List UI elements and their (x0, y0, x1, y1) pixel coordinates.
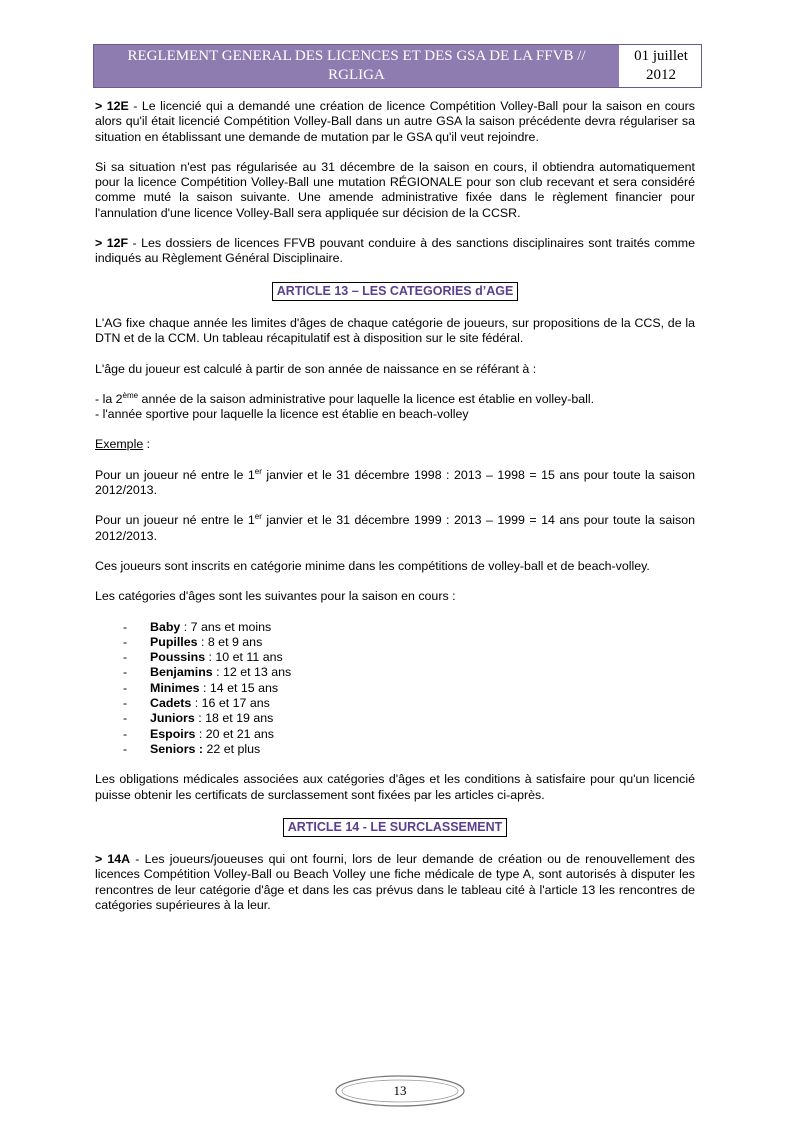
category-desc: : 14 et 15 ans (199, 680, 279, 695)
article-13-heading: ARTICLE 13 – LES CATEGORIES d’AGE (272, 282, 519, 301)
list-dash: - (123, 650, 128, 665)
category-desc: : 20 et 21 ans (195, 726, 274, 741)
header-title-line2: RGLIGA (328, 67, 385, 83)
list-dash: - (123, 680, 128, 695)
categories-list (95, 620, 695, 758)
article-13-p4: Les catégories d'âges sont les suivantes pour la saison en cours : (95, 589, 456, 604)
header-date-line1: 01 juillet (634, 48, 688, 64)
category-name: Benjamins (150, 665, 213, 680)
page-number: 13 (393, 1083, 407, 1098)
text-12e: - Le licencié qui a demandé une création de licence Compétition Volley-Ball pour la saison en cours alors qu'il était licencié Compétition Volley-Ball dans un autre GSA la saison précédente devra régulariser sa situation en établissant une demande de mutation par le GSA qu'il veut rejoindre. (95, 99, 695, 144)
category-name: Seniors : (150, 741, 204, 756)
example-1-post: janvier et le 31 décembre 1998 : 2013 – 1998 = 15 ans pour toute la saison 2012/2013. (95, 467, 695, 498)
example-2-pre: Pour un joueur né entre le 1 (95, 513, 255, 528)
category-name: Pupilles (150, 634, 198, 649)
category-desc: : 18 et 19 ans (194, 711, 274, 726)
list-dash: - (123, 665, 128, 680)
bullet-1-pre: - la 2 (95, 391, 123, 406)
header-title (94, 45, 619, 87)
bullet-1-post: année de la saison administrative pour laquelle la licence est établie en volley-ball. (138, 391, 595, 406)
text-14a: - Les joueurs/joueuses qui ont fourni, lors de leur demande de création ou de renouvellement des licences Compétition Volley-Ball ou Beach Volley une fiche médicale de type A, sont autorisés à disputer les rencontres de leur catégorie d'âge et dans les cas prévus dans le tableau cité à l'article 13 les rencontres de catégories supérieures à la leur. (95, 852, 695, 912)
article-13-p5: Les obligations médicales associées aux catégories d'âges et les conditions à satisfaire pour qu'un licencié puisse obtenir les certificats de surclassement sont fixées par les articles ci-après. (95, 772, 695, 802)
page-content (95, 99, 695, 928)
article-13-bullet-1 (95, 392, 695, 407)
list-item (123, 635, 695, 650)
example-label: Exemple (95, 437, 144, 452)
example-label-line (95, 437, 695, 452)
category-name: Cadets (150, 696, 192, 711)
example-2 (95, 513, 695, 544)
page-header (93, 44, 702, 88)
category-name: Juniors (150, 711, 195, 726)
list-item (123, 681, 695, 696)
category-desc: : 10 et 11 ans (205, 650, 283, 665)
example-2-post: janvier et le 31 décembre 1999 : 2013 – 1999 = 14 ans pour toute la saison 2012/2013. (95, 513, 695, 543)
example-colon: : (143, 437, 151, 452)
category-name: Poussins (150, 650, 206, 665)
category-desc: : 12 et 13 ans (212, 665, 292, 680)
article-14-heading: ARTICLE 14 - LE SURCLASSEMENT (283, 818, 508, 837)
list-item (123, 620, 695, 635)
header-date (619, 45, 701, 87)
paragraph-14a (95, 852, 695, 913)
article-13-bullet-2: - l'année sportive pour laquelle la licence est établie en beach-volley (95, 407, 469, 422)
label-12f: > 12F (95, 236, 129, 251)
list-item (123, 696, 695, 711)
example-1 (95, 468, 695, 499)
article-13-heading-wrap (95, 282, 695, 301)
article-14-heading-wrap (95, 818, 695, 837)
example-2-sup: er (254, 512, 262, 522)
list-dash: - (123, 619, 128, 634)
example-1-pre: Pour un joueur né entre le 1 (95, 467, 255, 482)
header-date-line2: 2012 (646, 67, 676, 83)
article-13-p1: L'AG fixe chaque année les limites d'âges de chaque catégorie de joueurs, sur propositions de la CCS, de la DTN et de la CCM. Un tableau récapitulatif est à disposition sur le site fédéral. (95, 315, 695, 346)
category-desc: : 7 ans et moins (180, 619, 272, 634)
paragraph-12e (95, 99, 695, 145)
list-item (123, 742, 695, 757)
paragraph-12e-2: Si sa situation n'est pas régularisée au 31 décembre de la saison en cours, il obtiendra automatiquement pour la licence Compétition Volley-Ball une mutation RÉGIONALE pour son club recevant et sera considéré comme muté la saison suivante. Une amende administrative fixée dans le règlement financier pour l'annulation d'une licence Volley-Ball sera appliquée sur décision de la CCSR. (95, 159, 695, 220)
list-dash: - (123, 711, 128, 726)
list-dash: - (123, 696, 128, 711)
page-footer (334, 1074, 466, 1108)
list-item (123, 711, 695, 726)
article-13-p3: Ces joueurs sont inscrits en catégorie minime dans les compétitions de volley-ball et de beach-volley. (95, 558, 650, 573)
list-item (123, 727, 695, 742)
list-dash: - (123, 741, 128, 756)
article-13-p2: L'âge du joueur est calculé à partir de son année de naissance en se référant à : (95, 361, 537, 376)
category-name: Espoirs (150, 726, 196, 741)
category-name: Baby (150, 619, 181, 634)
bullet-1-sup: ème (122, 390, 139, 400)
label-12e: > 12E (95, 99, 129, 113)
paragraph-12f (95, 236, 695, 267)
example-1-sup: er (254, 466, 262, 476)
category-desc: 22 et plus (203, 741, 261, 756)
label-14a: > 14A (95, 852, 131, 867)
category-desc: : 16 et 17 ans (191, 696, 270, 711)
list-item (123, 665, 695, 680)
category-desc: : 8 et 9 ans (197, 634, 263, 649)
list-dash: - (123, 726, 128, 741)
list-dash: - (123, 634, 128, 649)
header-title-line1: REGLEMENT GENERAL DES LICENCES ET DES GSA DE LA FFVB // (127, 48, 586, 64)
list-item (123, 650, 695, 665)
text-12f: - Les dossiers de licences FFVB pouvant conduire à des sanctions disciplinaires sont traités comme indiqués au Règlement Général Disciplinaire. (95, 236, 695, 266)
category-name: Minimes (150, 680, 200, 695)
